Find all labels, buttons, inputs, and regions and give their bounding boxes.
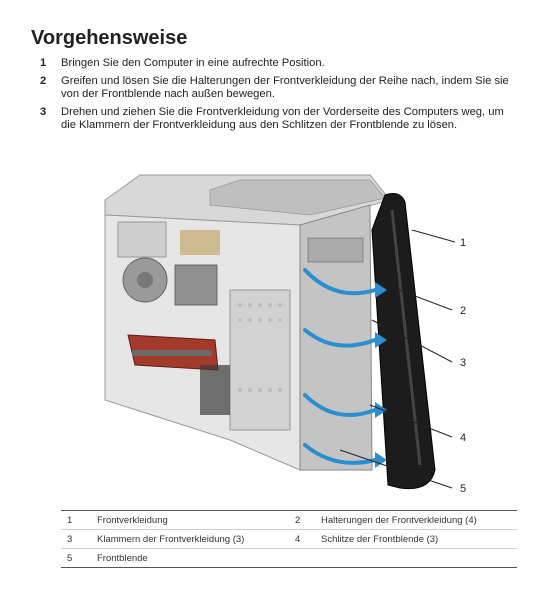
legend-label: Schlitze der Frontblende (3) xyxy=(321,533,439,545)
legend-label xyxy=(321,549,517,568)
step-number: 1 xyxy=(40,57,47,69)
legend-number: 3 xyxy=(67,533,73,545)
step-number: 2 xyxy=(40,74,47,87)
step-1 xyxy=(40,57,520,71)
step-3 xyxy=(40,106,520,133)
optical-drive-bay xyxy=(308,238,363,262)
parts-legend-table xyxy=(61,510,517,568)
callout-2: 2 xyxy=(460,305,467,317)
legend-label: Frontblende xyxy=(97,552,148,564)
step-2 xyxy=(40,75,520,102)
callout-1: 1 xyxy=(460,237,467,249)
power-supply xyxy=(118,222,166,257)
table-row xyxy=(61,530,517,549)
step-text: Greifen und lösen Sie die Halterungen der Frontverkleidung der Reihe nach, indem Sie sie von der Frontblende nach außen bewegen. xyxy=(61,74,509,101)
drive-cage xyxy=(230,290,290,430)
callout-3: 3 xyxy=(460,357,467,369)
legend-label: Klammern der Frontverkleidung (3) xyxy=(97,533,245,545)
computer-front-bezel-illustration xyxy=(100,170,500,500)
table-row xyxy=(61,549,517,568)
step-number: 3 xyxy=(40,105,47,118)
callout-4: 4 xyxy=(460,432,467,444)
step-text: Drehen und ziehen Sie die Frontverkleidung von der Vorderseite des Computers weg, um die Klammern der Frontverkleidung aus den Schlitzen der Frontblende zu lösen. xyxy=(61,105,504,132)
cpu-cooler xyxy=(175,265,217,305)
callout-5: 5 xyxy=(460,483,467,495)
legend-label: Halterungen der Frontverkleidung (4) xyxy=(321,514,477,526)
cable-bundle xyxy=(180,230,220,255)
legend-number xyxy=(295,549,321,568)
table-row xyxy=(61,511,517,530)
legend-label: Frontverkleidung xyxy=(97,514,168,526)
step-text: Bringen Sie den Computer in eine aufrechte Position. xyxy=(61,57,325,69)
page-title: Vorgehensweise xyxy=(31,27,188,49)
legend-number: 1 xyxy=(67,514,73,526)
procedure-steps xyxy=(40,57,520,137)
legend-number: 5 xyxy=(67,552,73,564)
legend-number: 2 xyxy=(295,514,301,526)
legend-number: 4 xyxy=(295,533,301,545)
